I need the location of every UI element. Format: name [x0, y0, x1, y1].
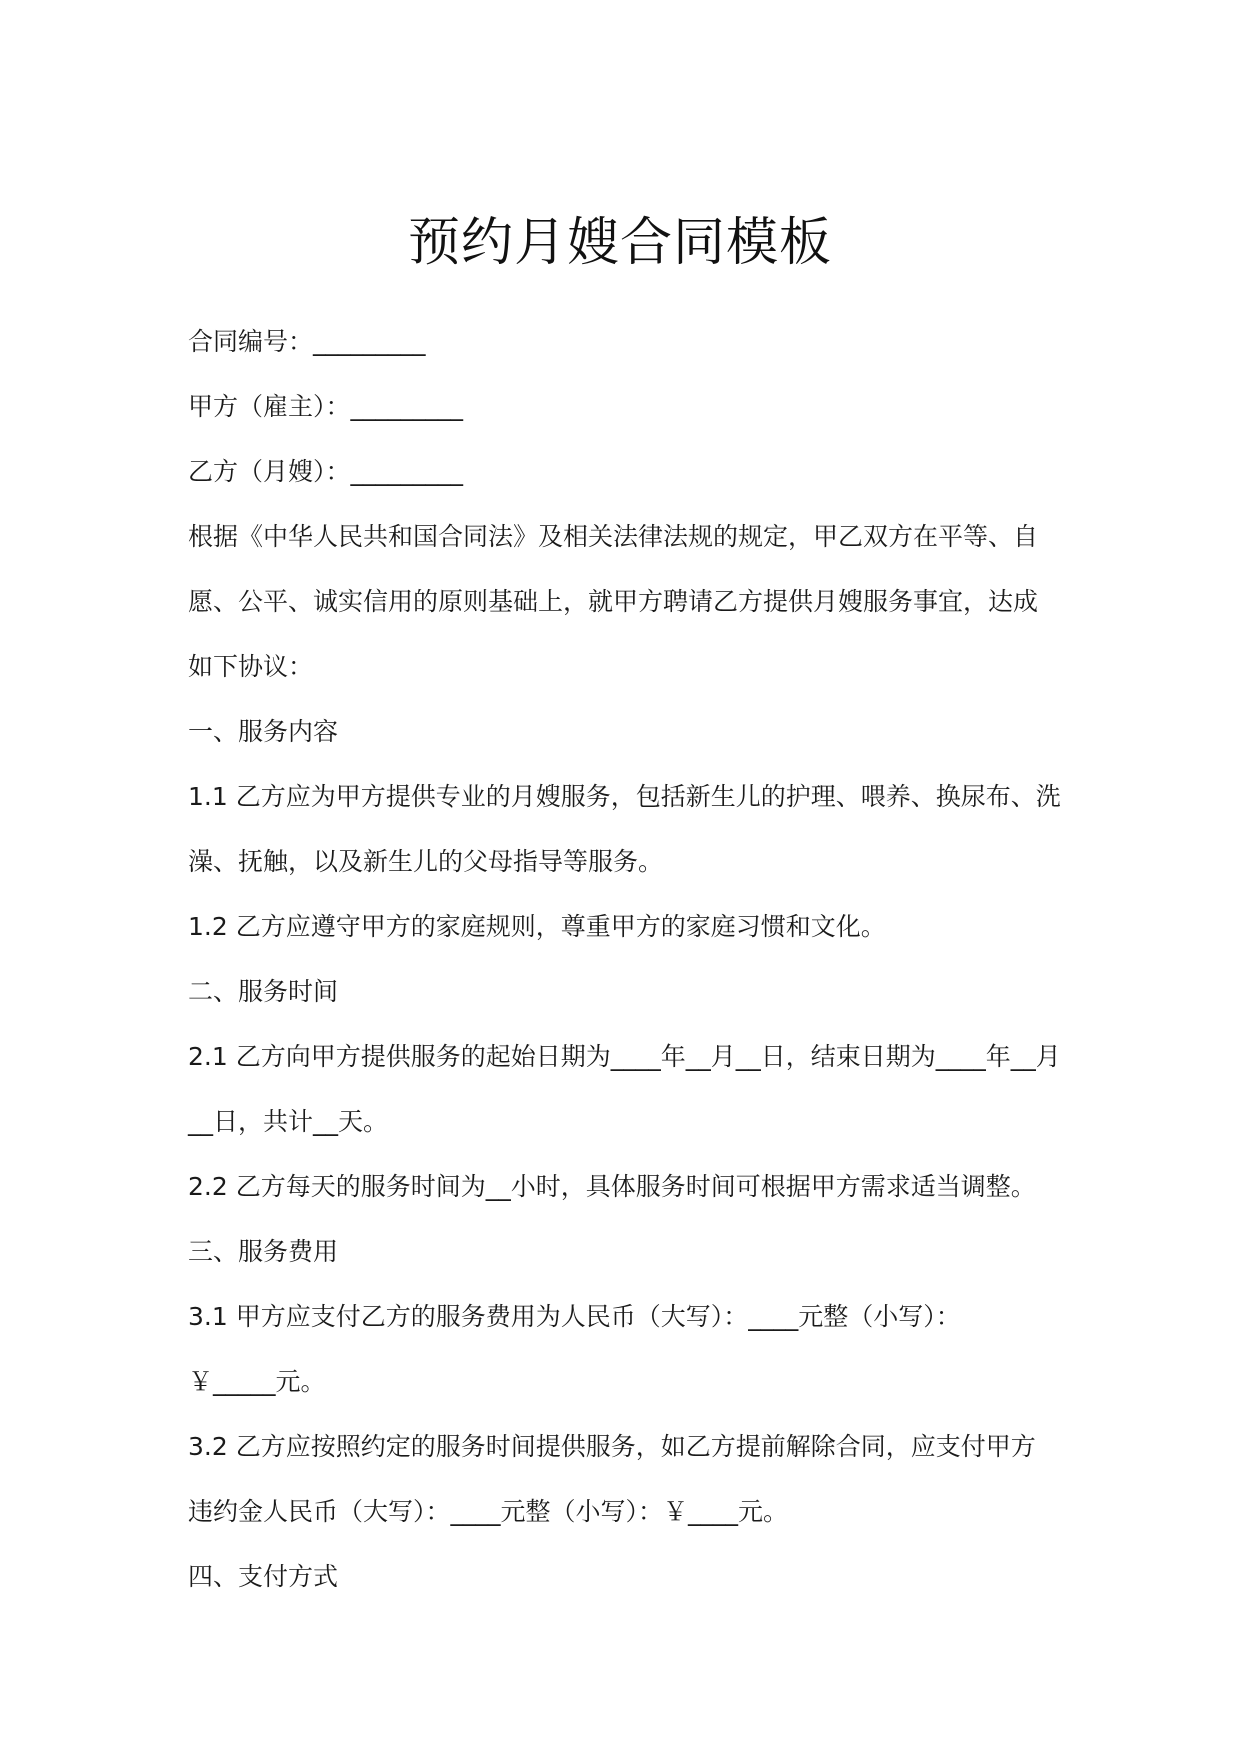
party-b-field: 乙方（月嫂）：_________ [188, 457, 464, 486]
clause-line: 2.2 乙方每天的服务时间为__小时，具体服务时间可根据甲方需求适当调整。 [188, 1172, 1036, 1201]
clause-line: 1.1 乙方应为甲方提供专业的月嫂服务，包括新生儿的护理、喂养、换尿布、洗 [188, 782, 1061, 811]
clause-line: 3.2 乙方应按照约定的服务时间提供服务，如乙方提前解除合同，应支付甲方 [188, 1432, 1036, 1461]
section-heading: 三、服务费用 [188, 1237, 339, 1266]
clause-line: ￥_____元。 [188, 1367, 326, 1396]
clause-line: 3.1 甲方应支付乙方的服务费用为人民币（大写）：____元整（小写）： [188, 1302, 961, 1331]
contract-number-field: 合同编号：_________ [188, 327, 426, 356]
clause-line: 违约金人民币（大写）：____元整（小写）：￥____元。 [188, 1497, 789, 1526]
clause-line: 澡、抚触，以及新生儿的父母指导等服务。 [188, 847, 664, 876]
section-heading: 二、服务时间 [188, 977, 339, 1006]
party-a-field: 甲方（雇主）：_________ [188, 392, 464, 421]
clause-line: 2.1 乙方向甲方提供服务的起始日期为____年__月__日，结束日期为____年__月 [188, 1042, 1061, 1071]
clause-line: __日，共计__天。 [188, 1107, 389, 1136]
document-title: 预约月嫂合同模板 [407, 213, 832, 273]
section-heading: 一、服务内容 [188, 717, 339, 746]
section-heading: 四、支付方式 [188, 1562, 339, 1591]
clause-line: 1.2 乙方应遵守甲方的家庭规则，尊重甲方的家庭习惯和文化。 [188, 912, 886, 941]
preamble-line: 如下协议： [188, 652, 314, 681]
preamble-line: 愿、公平、诚实信用的原则基础上，就甲方聘请乙方提供月嫂服务事宜，达成 [188, 587, 1039, 616]
preamble-line: 根据《中华人民共和国合同法》及相关法律法规的规定，甲乙双方在平等、自 [188, 522, 1039, 551]
